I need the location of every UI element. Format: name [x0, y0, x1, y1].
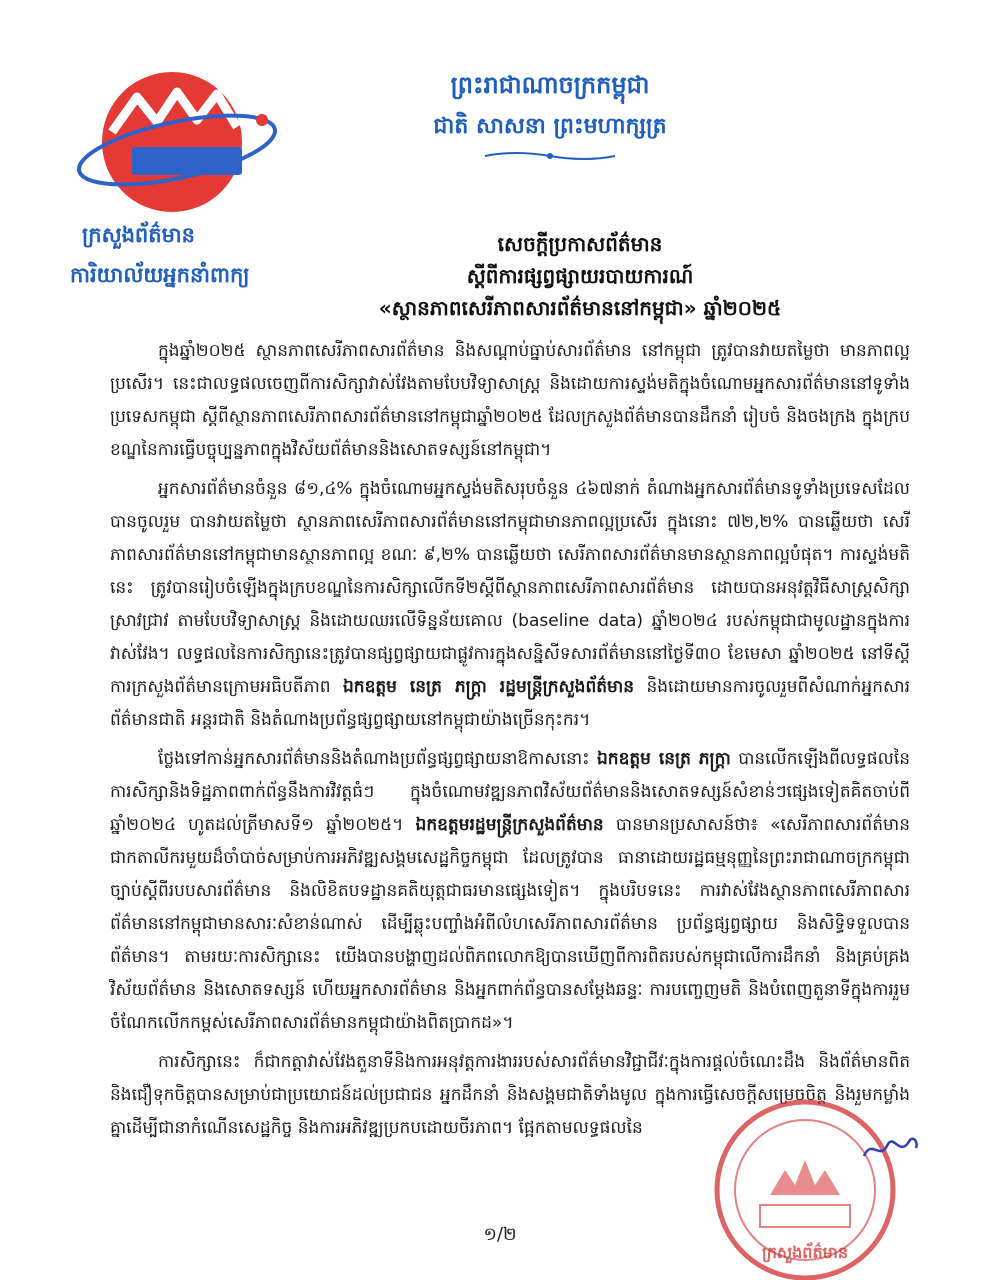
- stamp-text: ក្រសួងព័ត៌មាន: [761, 1243, 849, 1262]
- ornament-divider-icon: [480, 150, 620, 162]
- kingdom-title: ព្រះរាជាណាចក្រកម្ពុជា: [450, 71, 650, 99]
- minister-name-bold-2: ឯកឧត្ដម នេត្រ ភក្ត្រា: [597, 749, 731, 769]
- paragraph-2-end: និងដោយមានការចូលរួមពីសំណាក់អ្នកសារព័ត៌មានជាតិ អន្តរជាតិ និងតំណាងប្រព័ន្ធផ្សព្វផ្សាយនៅកម្ពុជាយ៉ាងច្រើនកុះករ។: [110, 677, 911, 730]
- paragraph-3: [110, 743, 910, 1040]
- signature-icon: [860, 1128, 920, 1168]
- minister-title-bold: ឯកឧត្ដមរដ្ឋមន្ត្រីក្រសួងព័ត៌មាន: [415, 815, 604, 835]
- press-release-body: [110, 335, 910, 1151]
- paragraph-4: ការសិក្សានេះ ក៏ជាកត្តាវាស់វែងតួនាទីនិងការអនុវត្តការងាររបស់សារព័ត៌មានវិជ្ជាជីវៈក្នុងការផ្ដល់ចំណេះដឹង និងព័ត៌មានពិត និងជឿទុកចិត្តបានសម្រាប់ជាប្រយោជន៍ដល់ប្រជាជន អ្នកដឹកនាំ និងសង្គមជាតិទាំងមូល ក្នុងការធ្វើសេចក្ដីសម្រេចចិត្ត និងរួមកម្លាំងគ្នាដើម្បីជានាកំណើនសេដ្ឋកិច្ច និងការអភិវឌ្ឍប្រកបដោយចីរភាព។ ផ្អែកតាមលទ្ធផលនៃ: [110, 1052, 910, 1138]
- ministry-logo-icon: [72, 62, 282, 222]
- ministry-name: ក្រសួងព័ត៌មាន: [82, 223, 195, 247]
- title-line-3: «ស្ថានភាពសេរីភាពសារព័ត៌មាននៅកម្ពុជា» ឆ្នាំ២០២៥: [378, 296, 782, 320]
- paragraph-3-start: ថ្លែងទៅកាន់អ្នកសារព័ត៌មាននិងតំណាងប្រព័ន្ធផ្សព្វផ្សាយនាឱកាសនោះ: [158, 749, 590, 769]
- minister-name-bold: ឯកឧត្ដម នេត្រ ភក្ត្រា រដ្ឋមន្ត្រីក្រសួងព័ត៌មាន: [342, 677, 635, 697]
- press-release-title: [300, 228, 860, 324]
- spokesperson-office-name: ការិយាល័យអ្នកនាំពាក្យ: [70, 263, 250, 287]
- paragraph-3-end: បានមានប្រសាសន៍ថា៖ «សេរីភាពសារព័ត៌មានជាកតាលីករមួយដ៏ចាំបាច់សម្រាប់ការអភិវឌ្ឍសង្គមសេដ្ឋកិច្ចកម្ពុជា ដែលត្រូវបាន ធានាដោយរដ្ឋធម្មនុញ្ញនៃព្រះរាជាណាចក្រកម្ពុជា ច្បាប់ស្ដីពីរបបសារព័ត៌មាន និងលិខិតបទដ្ឋានគតិយុត្តជាធរមានផ្សេងទៀត។ ក្នុងបរិបទនេះ ការវាស់វែងស្ថានភាពសេរីភាពសារព័ត៌មាននៅកម្ពុជាមានសារៈសំខាន់ណាស់ ដើម្បីឆ្លុះបញ្ចាំងអំពីលំហសេរីភាពសារព័ត៌មាន ប្រព័ន្ធផ្សព្វផ្សាយ និងសិទ្ធិទទួលបានព័ត៌មាន។ តាមរយៈការសិក្សានេះ យើងបានបង្ហាញដល់ពិភពលោកឱ្យបានឃើញពីការពិតរបស់កម្ពុជាលើការដឹកនាំ និងគ្រប់គ្រងវិស័យព័ត៌មាន និងសោតទស្សន៍ ហើយអ្នកសារព័ត៌មាន និងអ្នកពាក់ព័ន្ធបានសម្ដែងឆន្ទៈ ការបញ្ចេញមតិ និងបំពេញតួនាទីក្នុងការរួមចំណែកលើកកម្ពស់សេរីភាពសារព័ត៌មានកម្ពុជាយ៉ាងពិតប្រាកដ»។: [110, 815, 910, 1033]
- paragraph-2: [110, 473, 910, 737]
- paragraph-3-mid: បានលើកឡើងពីលទ្ធផលនៃការសិក្សានិងទិដ្ឋភាពពាក់ព័ន្ធនឹងការវិវត្តធំៗ ក្នុងចំណោមវឌ្ឍនភាពវិស័យព័ត៌មាននិងសោតទស្សន៍សំខាន់ៗផ្សេងទៀតគិតចាប់ពីឆ្នាំ២០២៤ ហូតដល់ត្រីមាសទី១ ឆ្នាំ២០២៥។: [110, 749, 911, 835]
- title-line-1: សេចក្ដីប្រកាសព័ត៌មាន: [497, 232, 663, 256]
- title-line-2: ស្ដីពីការផ្សព្វផ្សាយរបាយការណ៍: [466, 264, 694, 288]
- paragraph-2-text: អ្នកសារព័ត៌មានចំនួន ៨១,៤% ក្នុងចំណោមអ្នកស្ទង់មតិសរុបចំនួន ៤៦៧នាក់ តំណាងអ្នកសារព័ត៌មានទូទាំងប្រទេសដែលបានចូលរួម បានវាយតម្លៃថា ស្ថានភាពសេរីភាពសារព័ត៌មាននៅកម្ពុជាមានភាពល្អប្រសើរ ក្នុងនោះ ៧២,២% បានឆ្លើយថា សេរីភាពសារព័ត៌មាននៅកម្ពុជាមានស្ថានភាពល្អ ខណៈ ៩,២% បានឆ្លើយថា សេរីភាពសារព័ត៌មានមានស្ថានភាពល្អបំផុត។ ការស្ទង់មតិនេះ ត្រូវបានរៀបចំឡើងក្នុងក្របខណ្ឌនៃការសិក្សាលើកទី២ស្ដីពីស្ថានភាពសេរីភាពសារព័ត៌មាន ដោយបានអនុវត្តវិធីសាស្ត្រសិក្សាស្រាវជ្រាវ តាមបែបវិទ្យាសាស្ត្រ និងដោយឈរលើទិន្នន័យគោល (baseline data) ឆ្នាំ២០២៤ របស់កម្ពុជាជាមូលដ្ឋានក្នុងការវាស់វែង។ លទ្ធផលនៃការសិក្សានេះត្រូវបានផ្សព្វផ្សាយជាផ្លូវការក្នុងសន្និសីទសារព័ត៌មាននៅថ្ងៃទី៣០ ខែមេសា ឆ្នាំ២០២៥ នៅទីស្ដីការក្រសួងព័ត៌មានក្រោមអធិបតីភាព: [110, 479, 910, 697]
- paragraph-1: ក្នុងឆ្នាំ២០២៥ ស្ថានភាពសេរីភាពសារព័ត៌មាន និងសណ្ដាប់ធ្នាប់សារព័ត៌មាន នៅកម្ពុជា ត្រូវបានវាយតម្លៃថា មានភាពល្អប្រសើរ។ នេះជាលទ្ធផលចេញពីការសិក្សាវាស់វែងតាមបែបវិទ្យាសាស្ត្រ និងដោយការស្ទង់មតិក្នុងចំណោមអ្នកសារព័ត៌មាននៅទូទាំងប្រទេសកម្ពុជា ស្ដីពីស្ថានភាពសេរីភាពសារព័ត៌មាននៅកម្ពុជាឆ្នាំ២០២៥ ដែលក្រសួងព័ត៌មានបានដឹកនាំ រៀបចំ និងចងក្រង ក្នុងក្របខណ្ឌនៃការធ្វើបច្ចុប្បន្នភាពក្នុងវិស័យព័ត៌មាននិងសោតទស្សន៍នៅកម្ពុជា។: [110, 341, 910, 460]
- national-motto: ជាតិ សាសនា ព្រះមហាក្សត្រ: [433, 114, 667, 139]
- official-stamp-icon: [700, 1090, 910, 1280]
- page-number: ១/២: [483, 1224, 517, 1245]
